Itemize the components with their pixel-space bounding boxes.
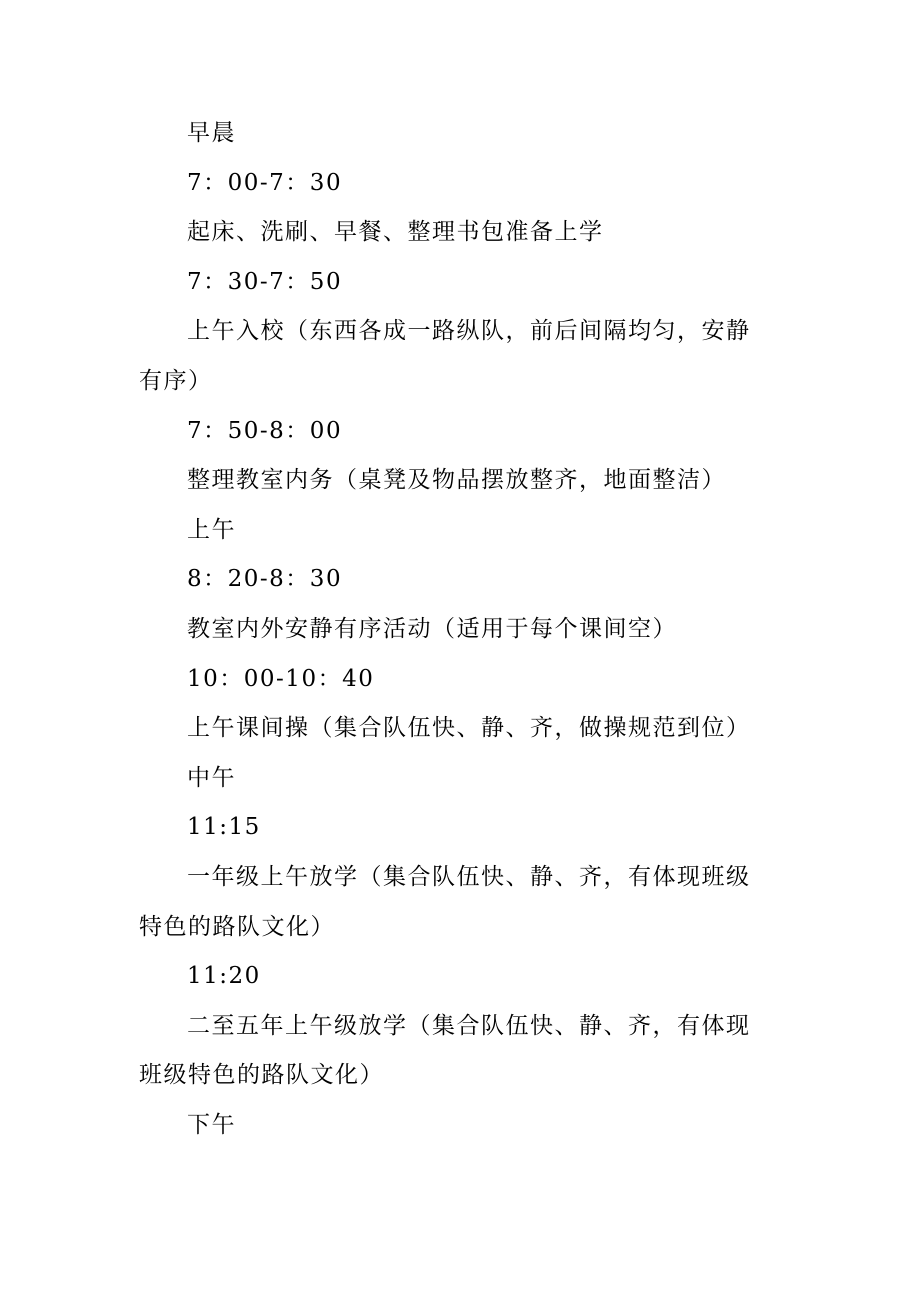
activity-description: 教室内外安静有序活动（适用于每个课间空）	[187, 615, 677, 642]
period-heading-morning: 上午	[187, 516, 236, 543]
activity-description: 一年级上午放学（集合队伍快、静、齐，有体现班级特色的路队文化）	[139, 863, 751, 940]
time-slot: 11:15	[187, 814, 261, 841]
time-slot: 7：00-7：30	[187, 169, 343, 196]
period-heading-morning-early: 早晨	[187, 120, 236, 146]
time-slot: 8：20-8：30	[187, 566, 343, 593]
activity-description: 二至五年上午级放学（集合队伍快、静、齐，有体现班级特色的路队文化）	[139, 1012, 751, 1089]
activity-description: 上午入校（东西各成一路纵队，前后间隔均匀，安静有序）	[139, 318, 751, 394]
activity-description: 整理教室内务（桌凳及物品摆放整齐，地面整洁）	[187, 467, 726, 494]
time-slot: 10：00-10：40	[187, 665, 375, 692]
activity-description: 起床、洗刷、早餐、整理书包准备上学	[187, 219, 604, 246]
activity-description: 上午课间操（集合队伍快、静、齐，做操规范到位）	[187, 715, 751, 742]
time-slot: 7：30-7：50	[187, 268, 343, 295]
time-slot: 11:20	[187, 963, 261, 990]
document-body	[139, 109, 771, 1150]
time-slot: 7：50-8：00	[187, 417, 343, 444]
period-heading-noon: 中午	[187, 764, 236, 791]
period-heading-afternoon: 下午	[187, 1111, 236, 1138]
